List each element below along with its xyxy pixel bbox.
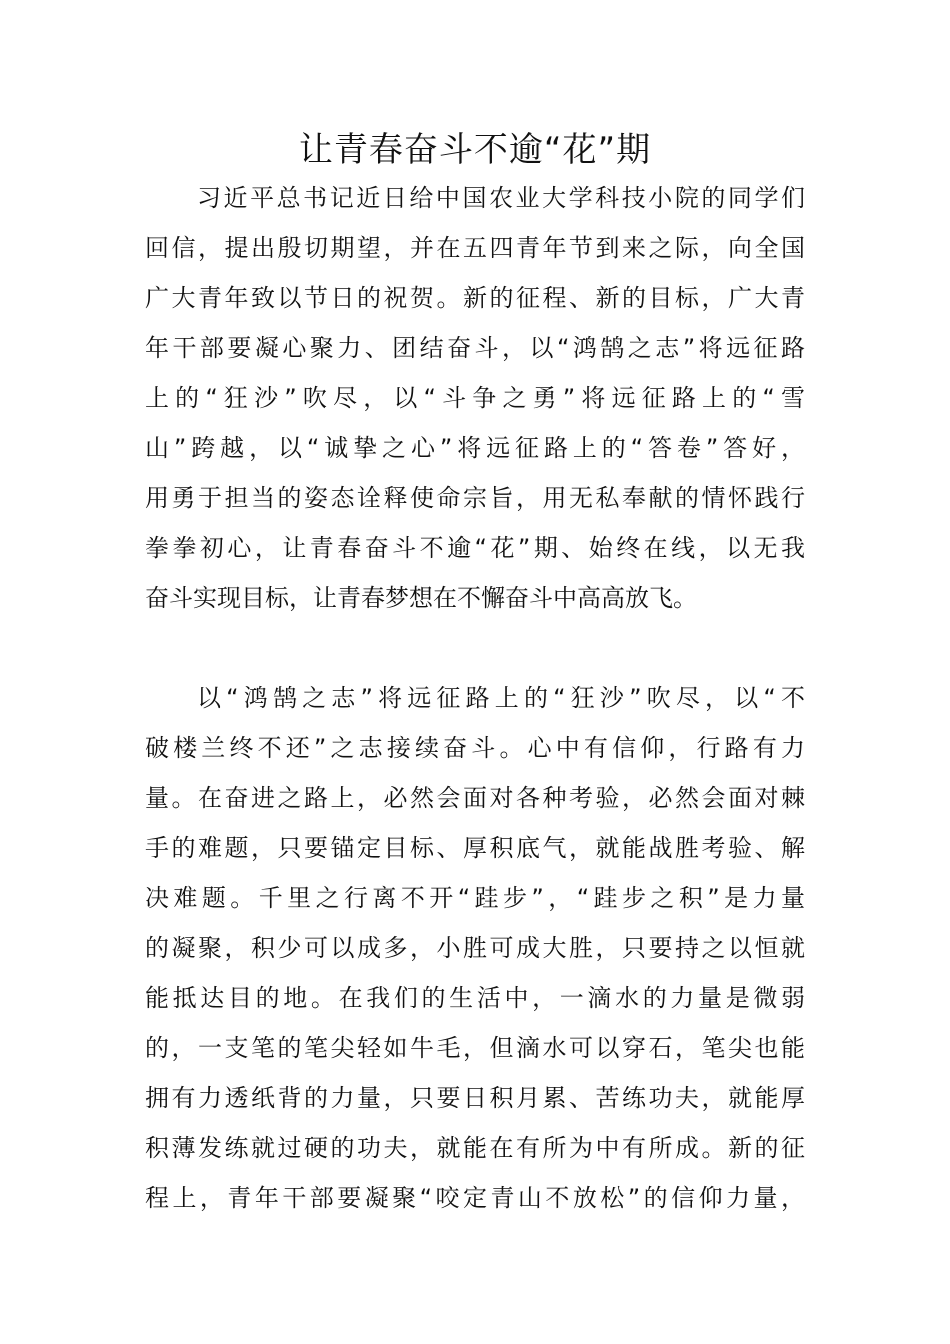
paragraph-line: 奋斗实现目标，让青春梦想在不懈奋斗中高高放飞。 — [145, 584, 697, 612]
paragraph-line: 上的“狂沙”吹尽，以“斗争之勇”将远征路上的“雪 — [145, 384, 805, 412]
paragraph-line: 用勇于担当的姿态诠释使命宗旨，用无私奉献的情怀践行 — [145, 484, 805, 512]
paragraph-line: 程上，青年干部要凝聚“咬定青山不放松”的信仰力量， — [145, 1184, 805, 1212]
paragraph-line: 拥有力透纸背的力量，只要日积月累、苦练功夫，就能厚 — [145, 1084, 805, 1112]
paragraph-line: 习近平总书记近日给中国农业大学科技小院的同学们 — [197, 184, 805, 212]
paragraph-line: 年干部要凝心聚力、团结奋斗，以“鸿鹄之志”将远征路 — [145, 334, 805, 362]
paragraph-line: 量。在奋进之路上，必然会面对各种考验，必然会面对棘 — [145, 784, 805, 812]
paragraph-line: 的凝聚，积少可以成多，小胜可成大胜，只要持之以恒就 — [145, 934, 805, 962]
document-title: 让青春奋斗不逾“花”期 — [298, 130, 652, 170]
paragraph-line: 以“鸿鹄之志”将远征路上的“狂沙”吹尽，以“不 — [197, 684, 805, 712]
paragraph-line: 回信，提出殷切期望，并在五四青年节到来之际，向全国 — [145, 234, 805, 262]
paragraph-line: 破楼兰终不还”之志接续奋斗。心中有信仰，行路有力 — [145, 734, 805, 762]
paragraph-line: 积薄发练就过硬的功夫，就能在有所为中有所成。新的征 — [145, 1134, 805, 1162]
paragraph-line: 山”跨越，以“诚挚之心”将远征路上的“答卷”答好， — [145, 434, 805, 462]
paragraph-line: 的，一支笔的笔尖轻如牛毛，但滴水可以穿石，笔尖也能 — [145, 1034, 805, 1062]
paragraph-2 — [145, 673, 805, 1223]
paragraph-line: 能抵达目的地。在我们的生活中，一滴水的力量是微弱 — [145, 984, 805, 1012]
paragraph-1 — [145, 173, 805, 623]
paragraph-line: 决难题。千里之行离不开“跬步”，“跬步之积”是力量 — [145, 884, 805, 912]
paragraph-line: 手的难题，只要锚定目标、厚积底气，就能战胜考验、解 — [145, 834, 805, 862]
paragraph-line: 拳拳初心，让青春奋斗不逾“花”期、始终在线，以无我 — [145, 534, 805, 562]
paragraph-line: 广大青年致以节日的祝贺。新的征程、新的目标，广大青 — [145, 284, 805, 312]
